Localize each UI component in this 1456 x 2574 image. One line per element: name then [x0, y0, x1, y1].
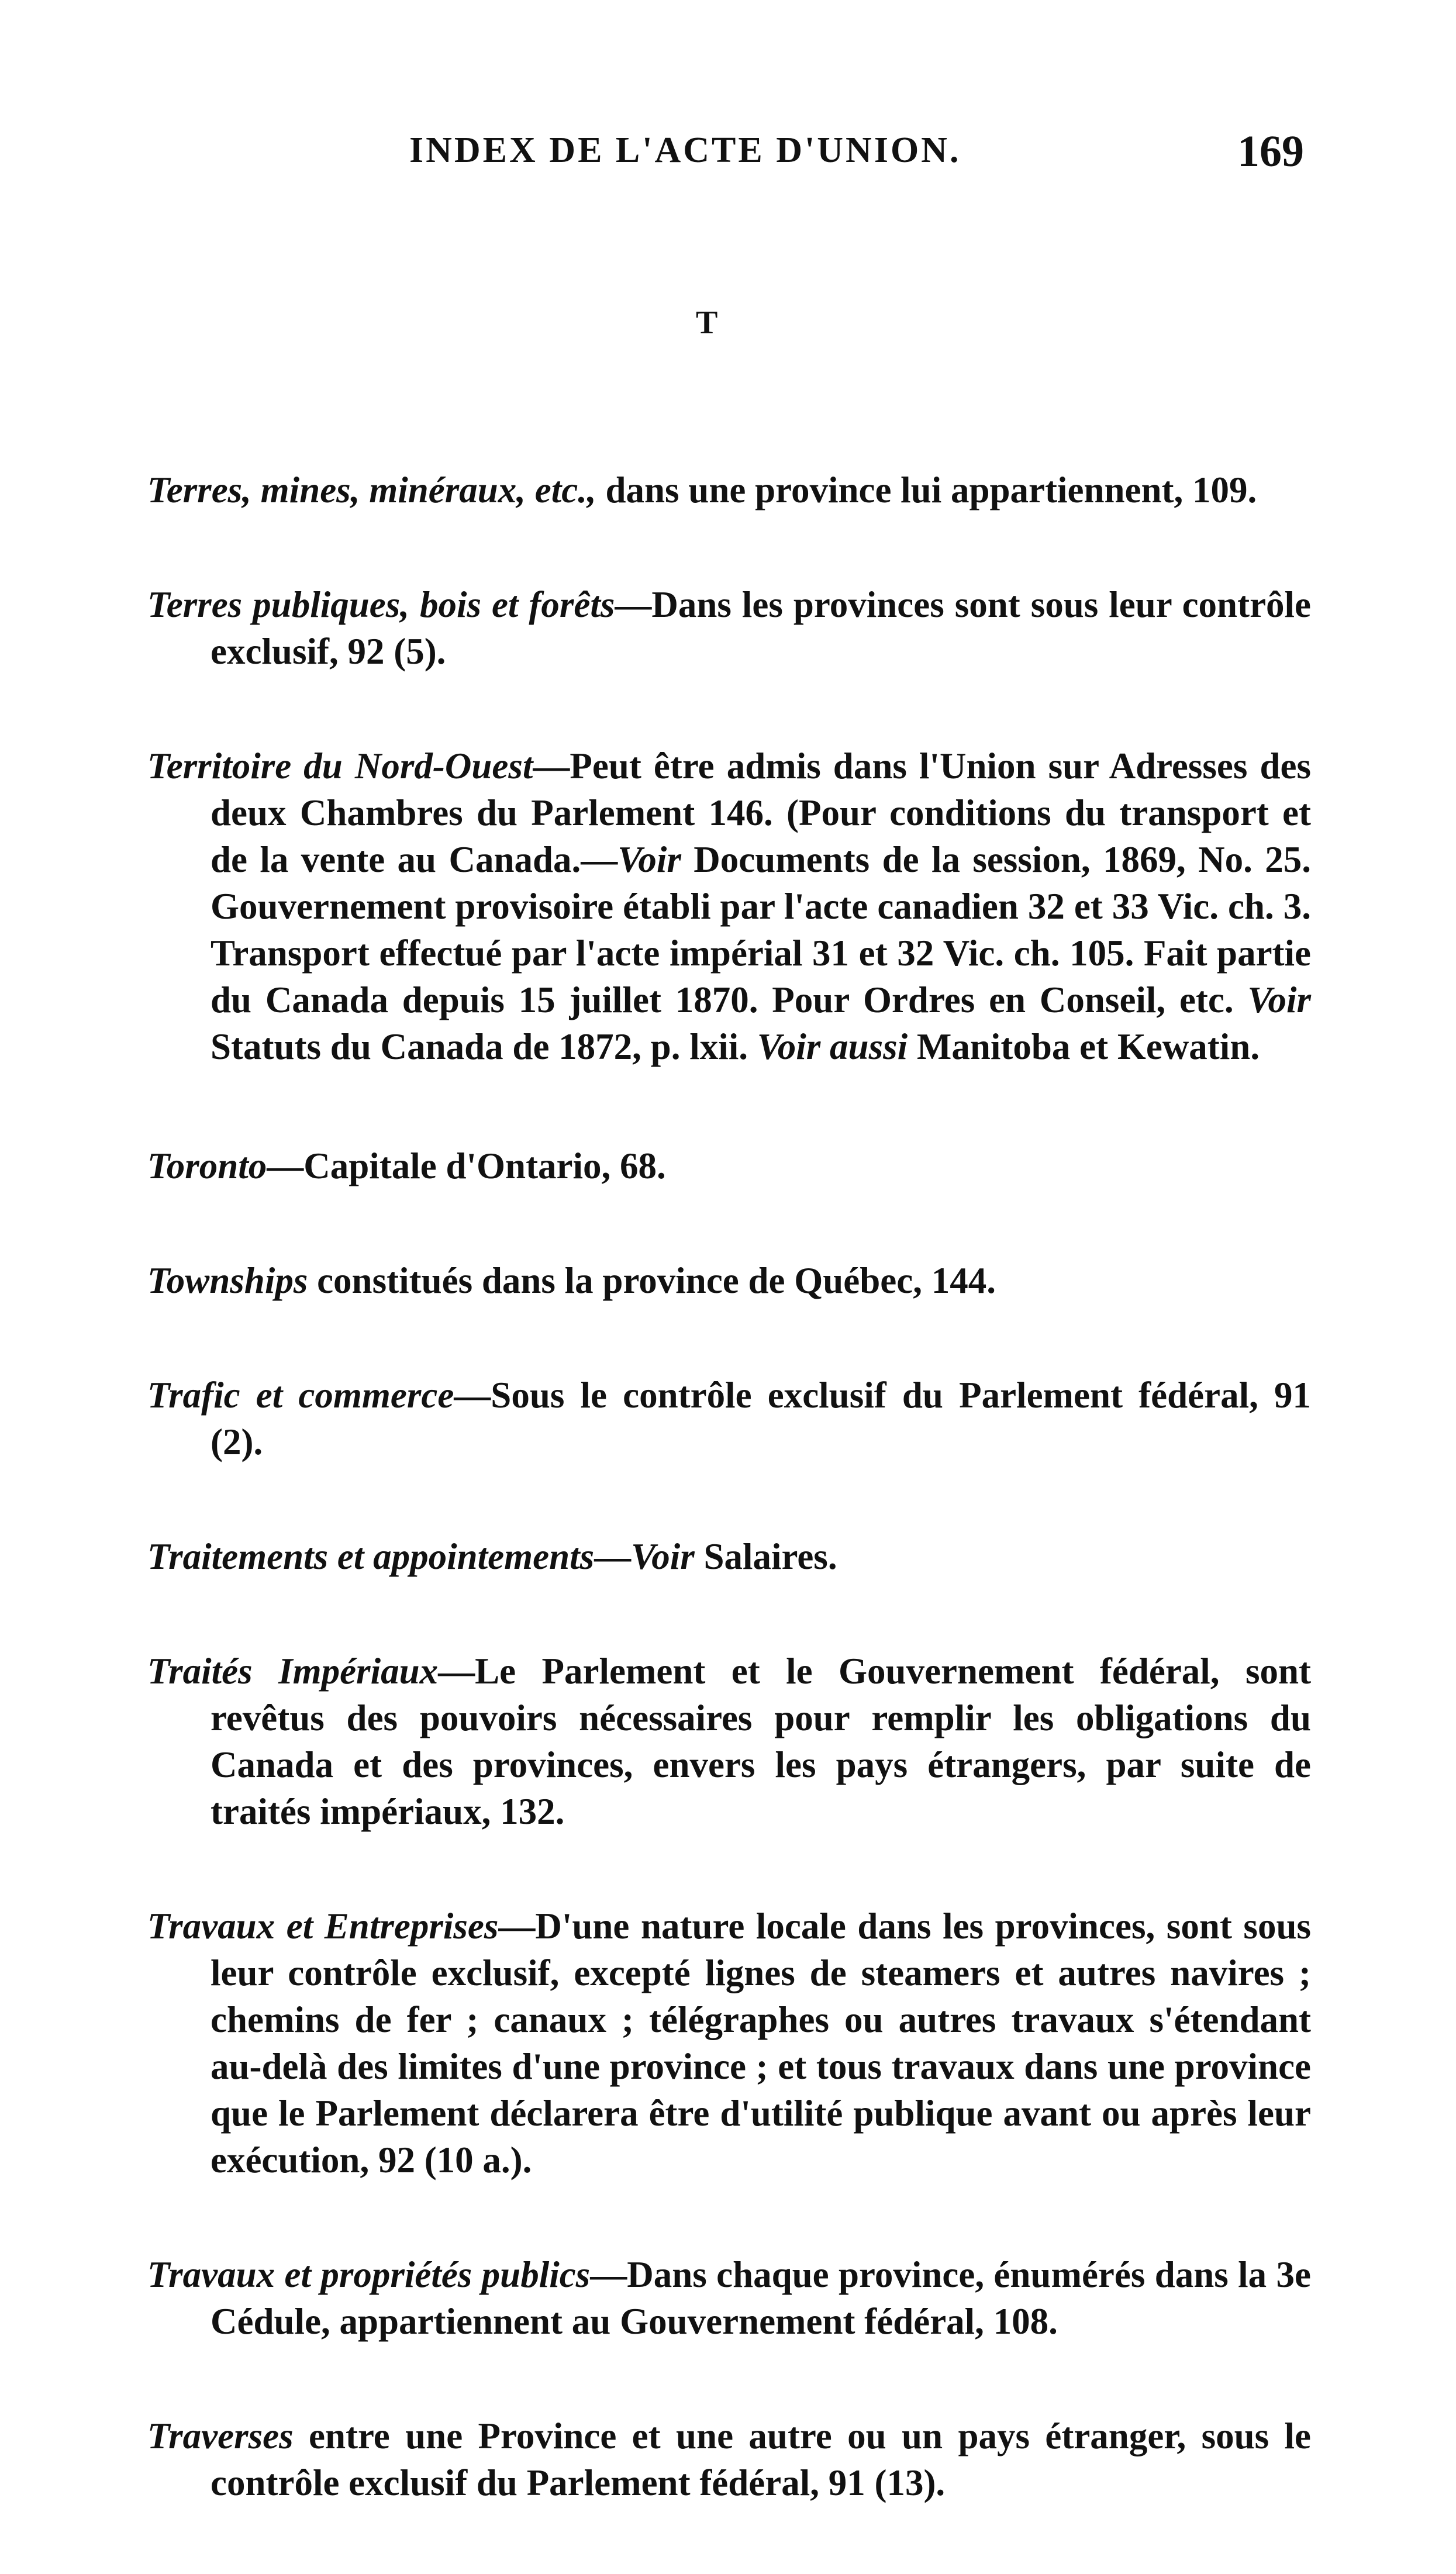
entry-text: —Peut être admis dans l'Union sur Adresses des deux Chambres du Parlement 146. (Pour conditions du transport et de la vente au Canada.—: [211, 746, 1311, 880]
entry-dash: —: [594, 1536, 632, 1577]
entry-text: —Dans les provinces sont sous leur contrôle exclusif, 92 (5).: [211, 584, 1311, 672]
cross-reference-voir: Voir: [1247, 979, 1311, 1020]
entry-term: Trafic et commerce: [147, 1375, 454, 1416]
cross-reference-voir: Voir: [617, 839, 681, 880]
index-entry-toronto: [147, 1143, 1311, 1189]
section-letter: T: [696, 305, 718, 341]
index-entry-terres-mines: [147, 467, 1311, 513]
index-entry-territoire-nord-ouest: [147, 743, 1311, 1070]
entry-text: —Le Parlement et le Gouvernement fédéral, sont revêtus des pouvoirs nécessaires pour remplir les obligations du Canada et des provinces, envers les pays étrangers, par suite de traités impériaux, 132.: [211, 1651, 1311, 1832]
entry-text: Statuts du Canada de 1872, p. lxii.: [211, 1026, 757, 1067]
entry-text: —Dans chaque province, énumérés dans la 3e Cédule, appartiennent au Gouvernement fédéral, 108.: [211, 2254, 1311, 2342]
page-number: 169: [1237, 127, 1304, 176]
index-entry-trafic-commerce: [147, 1372, 1311, 1465]
cross-reference-voir: Voir: [631, 1536, 695, 1577]
entry-text: constitués dans la province de Québec, 144.: [308, 1260, 996, 1301]
entry-term: Travaux et Entreprises: [147, 1906, 499, 1947]
entry-text: Salaires.: [694, 1536, 837, 1577]
entry-term: Terres, mines, minéraux, etc.,: [147, 470, 596, 510]
entry-text: —D'une nature locale dans les provinces, sont sous leur contrôle exclusif, excepté lignes de steamers et autres navires ; chemins de fer ; canaux ; télégraphes ou autres travaux s'étendant au-delà des limites d'une province ; et tous travaux dans une province que le Parlement déclarera être d'utilité publique avant ou après leur exécution, 92 (10 a.).: [211, 1906, 1312, 2180]
entry-text: Manitoba et Kewatin.: [908, 1026, 1260, 1067]
index-list: [147, 430, 1311, 2574]
entry-term: Traités Impériaux: [147, 1651, 439, 1692]
entry-term: Travaux et propriétés publics: [147, 2254, 591, 2295]
entry-text: Documents de la session, 1869, No. 25. Gouvernement provisoire établi par l'acte canadien 32 et 33 Vic. ch. 3. Transport effectué par l'acte impérial 31 et 32 Vic. ch. 105. Fait partie du Canada depuis 15 juillet 1870. Pour Ordres en Conseil, etc.: [211, 839, 1311, 1020]
entry-term: Toronto: [147, 1145, 267, 1186]
entry-text: —Capitale d'Ontario, 68.: [267, 1145, 666, 1186]
index-entry-travaux-entreprises: [147, 1903, 1311, 2183]
entry-term: Territoire du Nord-Ouest: [147, 746, 533, 786]
entry-text: —Sous le contrôle exclusif du Parlement fédéral, 91 (2).: [211, 1375, 1311, 1462]
index-entry-traverses: [147, 2413, 1311, 2506]
entry-term: Terres publiques, bois et forêts: [147, 584, 615, 625]
index-entry-terres-publiques: [147, 581, 1311, 675]
entry-term: Townships: [147, 1260, 308, 1301]
entry-term: Traverses: [147, 2416, 294, 2456]
index-entry-townships: [147, 1257, 1311, 1304]
entry-term: Traitements et appointements: [147, 1536, 595, 1577]
index-entry-travaux-proprietes: [147, 2251, 1311, 2345]
index-entry-traitements: [147, 1533, 1311, 1580]
cross-reference-voir-aussi: Voir aussi: [757, 1026, 908, 1067]
entry-text: entre une Province et une autre ou un pays étranger, sous le contrôle exclusif du Parlement fédéral, 91 (13).: [211, 2416, 1311, 2503]
page-header: [409, 127, 1304, 188]
index-entry-traites-imperiaux: [147, 1648, 1311, 1835]
running-head-title: INDEX DE L'ACTE D'UNION.: [409, 130, 961, 170]
entry-text: dans une province lui appartiennent, 109.: [596, 470, 1257, 510]
